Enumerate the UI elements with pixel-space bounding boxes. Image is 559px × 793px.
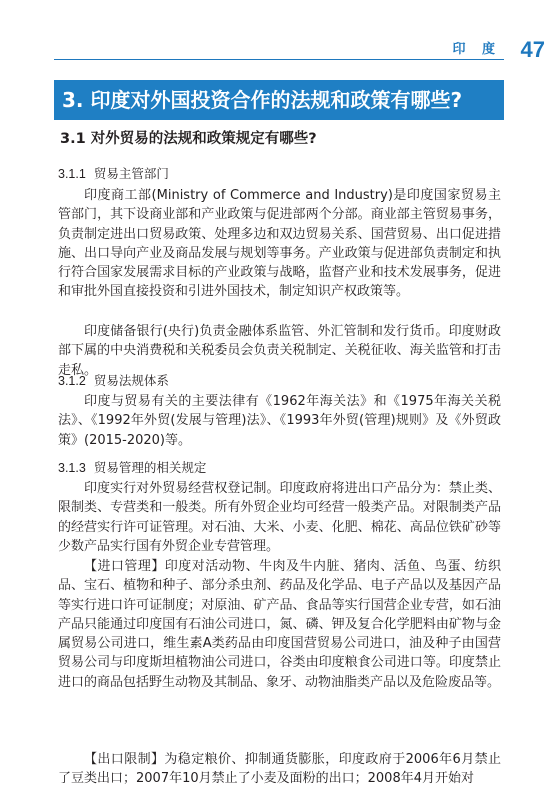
subsection-3-1-2-heading	[58, 371, 169, 389]
paragraph-trade-authority: 印度商工部(Ministry of Commerce and Industry)是印度国家贸易主管部门，其下设商业部和产业政策与促进部两个分部。商业部主管贸易事务，负责制定进出口贸易政策、处理多边和双边贸易关系、国营贸易、出口促进措施、出口导向产业及商品发展与规划等事务。产业政策与促进部负责制定和执行符合国家发展需求目标的产业政策与战略，监督产业和技术发展事务，促进和审批外国直接投资和引进外国技术，制定知识产权政策等。	[58, 188, 501, 300]
subsection-3-1-1-heading	[58, 164, 169, 182]
running-header-country: 印 度	[452, 42, 501, 57]
subsection-3-1-3-heading	[58, 458, 206, 476]
paragraph-central-bank: 印度储备银行(央行)负责金融体系监管、外汇管制和发行货币。印度财政部下属的中央消费税和关税委员会负责关税制定、关税征收、海关监管和打击走私。	[58, 324, 501, 378]
section-3-1-heading: 3.1 对外贸易的法规和政策规定有哪些?	[60, 131, 317, 147]
subsection-number: 3.1.1	[58, 167, 86, 181]
paragraph-trade-laws: 印度与贸易有关的主要法律有《1962年海关法》和《1975年海关关税法》、《1992年外贸(发展与管理)法》、《1993年外贸(管理)规则》及《外贸政策》(2015-2020)等。	[58, 394, 501, 448]
subsection-number: 3.1.2	[58, 374, 86, 388]
chapter-banner: 3. 印度对外国投资合作的法规和政策有哪些?	[54, 80, 504, 120]
subsection-title: 贸易主管部门	[93, 166, 169, 181]
paragraph-import-management: 【进口管理】印度对活动物、牛肉及牛内脏、猪肉、活鱼、鸟蛋、纺织品、宝石、植物和种子、部分杀虫剂、药品及化学品、电子产品以及基因产品等实行进口许可证制度；对原油、矿产品、食品等实行国营企业专营，如石油产品只能通过印度国有石油公司进口，氮、磷、钾及复合化学肥料由矿物与金属贸易公司进口，维生素A类药品由印度国营贸易公司进口，油及种子由国营贸易公司与印度斯坦植物油公司进口，谷类由印度粮食公司进口等。印度禁止进口的商品包括野生动物及其制品、象牙、动物油脂类产品以及危险废品等。	[58, 559, 501, 690]
paragraph-trade-management: 印度实行对外贸易经营权登记制。印度政府将进出口产品分为：禁止类、限制类、专营类和一般类。所有外贸企业均可经营一般类产品。对限制类产品的经营实行许可证管理。对石油、大米、小麦、化肥、棉花、高品位铁矿砂等少数产品实行国有外贸企业专营管理。	[58, 481, 501, 554]
paragraph-export-restrictions: 【出口限制】为稳定粮价、抑制通货膨胀，印度政府于2006年6月禁止了豆类出口；2007年10月禁止了小麦及面粉的出口；2008年4月开始对	[58, 752, 501, 787]
header-divider	[54, 59, 504, 60]
subsection-title: 贸易管理的相关规定	[93, 460, 207, 475]
subsection-title: 贸易法规体系	[93, 373, 169, 388]
subsection-number: 3.1.3	[58, 461, 86, 475]
page-number: 47	[520, 37, 545, 62]
